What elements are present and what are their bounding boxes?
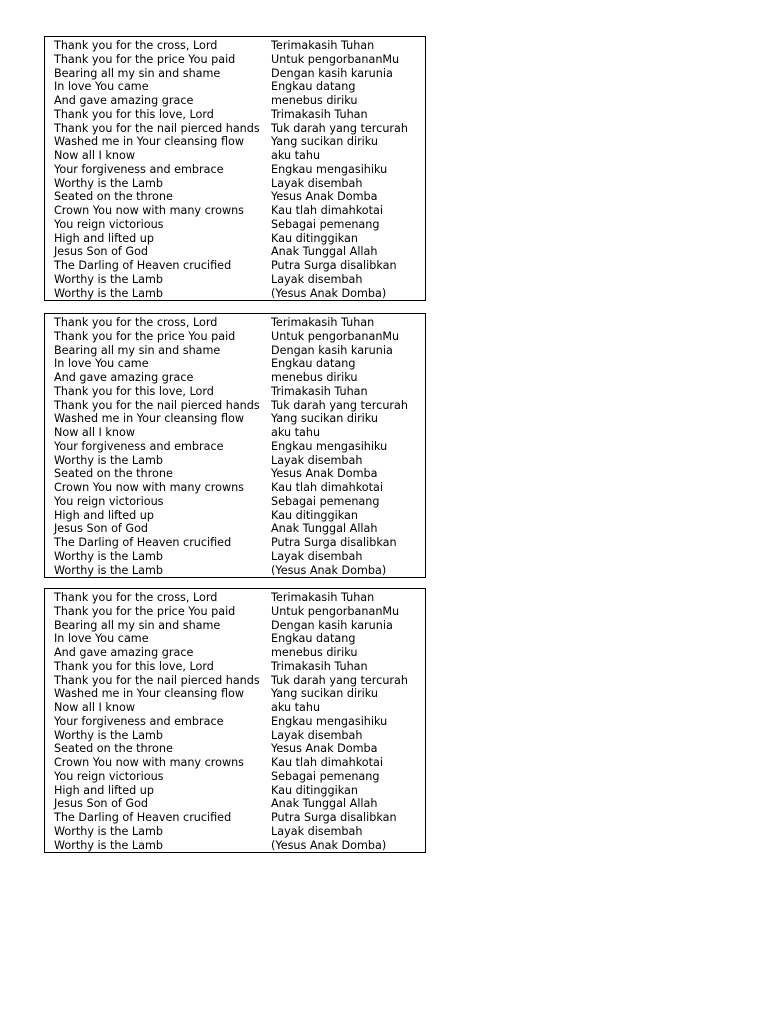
lyric-line <box>45 245 425 259</box>
indonesian-lyric: Kau tlah dimahkotai <box>271 481 383 494</box>
lyric-line <box>45 80 425 94</box>
lyric-line <box>45 564 425 578</box>
lyric-line <box>45 660 425 674</box>
lyric-line <box>45 316 425 330</box>
lyric-line <box>45 218 425 232</box>
indonesian-lyric: Trimakasih Tuhan <box>271 107 368 121</box>
english-lyric: Your forgiveness and embrace <box>54 162 224 176</box>
english-lyric: Your forgiveness and embrace <box>54 714 224 728</box>
english-lyric: High and lifted up <box>54 508 154 522</box>
lyric-line <box>45 797 425 811</box>
indonesian-lyric: Layak disembah <box>271 453 363 467</box>
lyric-line <box>45 39 425 53</box>
lyric-line <box>45 632 425 646</box>
indonesian-lyric: Putra Surga disalibkan <box>271 536 397 549</box>
lyric-line <box>45 701 425 715</box>
lyric-line <box>45 108 425 122</box>
lyric-rows <box>45 316 425 577</box>
indonesian-lyric: Trimakasih Tuhan <box>271 384 368 398</box>
indonesian-lyric: Yesus Anak Domba <box>271 190 378 204</box>
lyric-line <box>45 770 425 784</box>
english-lyric: Crown You now with many crowns <box>54 481 245 494</box>
indonesian-lyric: menebus diriku <box>271 371 358 384</box>
indonesian-lyric: Engkau mengasihiku <box>271 439 388 453</box>
indonesian-lyric: Untuk pengorbananMu <box>271 52 400 66</box>
lyric-line <box>45 522 425 536</box>
indonesian-lyric: Sebagai pemenang <box>271 217 380 231</box>
indonesian-lyric: Yang sucikan diriku <box>271 135 378 149</box>
indonesian-lyric: Layak disembah <box>271 728 363 742</box>
lyric-line <box>45 53 425 67</box>
lyric-line <box>45 149 425 163</box>
english-lyric: Thank you for the price You paid <box>54 52 236 66</box>
indonesian-lyric: Terimakasih Tuhan <box>271 39 375 52</box>
lyric-line <box>45 509 425 523</box>
lyric-line <box>45 385 425 399</box>
indonesian-lyric: Dengan kasih karunia <box>271 66 393 80</box>
indonesian-lyric: Kau tlah dimahkotai <box>271 204 383 217</box>
indonesian-lyric: Layak disembah <box>271 176 363 190</box>
indonesian-lyric: (Yesus Anak Domba) <box>271 563 387 577</box>
indonesian-lyric: Kau ditinggikan <box>271 508 358 522</box>
english-lyric: Worthy is the Lamb <box>54 549 164 563</box>
english-lyric: And gave amazing grace <box>54 94 194 107</box>
lyric-line <box>45 163 425 177</box>
lyric-line <box>45 742 425 756</box>
indonesian-lyric: Sebagai pemenang <box>271 769 380 783</box>
english-lyric: And gave amazing grace <box>54 646 194 659</box>
english-lyric: The Darling of Heaven crucified <box>54 811 232 824</box>
indonesian-lyric: Anak Tunggal Allah <box>271 797 378 811</box>
english-lyric: You reign victorious <box>54 769 164 783</box>
english-lyric: Thank you for the nail pierced hands <box>54 121 260 135</box>
indonesian-lyric: Layak disembah <box>271 272 363 286</box>
indonesian-lyric: Engkau mengasihiku <box>271 714 388 728</box>
lyric-line <box>45 715 425 729</box>
lyric-line <box>45 784 425 798</box>
english-lyric: Thank you for the cross, Lord <box>54 39 218 52</box>
english-lyric: You reign victorious <box>54 494 164 508</box>
english-lyric: Worthy is the Lamb <box>54 824 164 838</box>
indonesian-lyric: Dengan kasih karunia <box>271 618 393 632</box>
english-lyric: Thank you for the price You paid <box>54 329 236 343</box>
lyric-box-3 <box>44 588 426 853</box>
lyric-line <box>45 177 425 191</box>
lyric-line <box>45 344 425 358</box>
english-lyric: High and lifted up <box>54 231 154 245</box>
lyric-line <box>45 811 425 825</box>
indonesian-lyric: aku tahu <box>271 701 321 714</box>
indonesian-lyric: Yang sucikan diriku <box>271 412 378 426</box>
lyric-line <box>45 467 425 481</box>
lyric-line <box>45 399 425 413</box>
lyric-line <box>45 550 425 564</box>
english-lyric: Seated on the throne <box>54 742 173 756</box>
indonesian-lyric: Tuk darah yang tercurah <box>271 121 408 135</box>
lyric-line <box>45 536 425 550</box>
english-lyric: Worthy is the Lamb <box>54 272 164 286</box>
english-lyric: The Darling of Heaven crucified <box>54 536 232 549</box>
english-lyric: Crown You now with many crowns <box>54 756 245 769</box>
lyric-line <box>45 67 425 81</box>
indonesian-lyric: Yesus Anak Domba <box>271 742 378 756</box>
indonesian-lyric: menebus diriku <box>271 94 358 107</box>
english-lyric: And gave amazing grace <box>54 371 194 384</box>
english-lyric: Now all I know <box>54 426 135 439</box>
indonesian-lyric: Engkau datang <box>271 357 356 371</box>
indonesian-lyric: Trimakasih Tuhan <box>271 659 368 673</box>
lyric-line <box>45 756 425 770</box>
lyric-line <box>45 204 425 218</box>
english-lyric: Seated on the throne <box>54 190 173 204</box>
lyric-line <box>45 135 425 149</box>
english-lyric: Thank you for this love, Lord <box>54 107 214 121</box>
lyric-line <box>45 440 425 454</box>
lyric-line <box>45 412 425 426</box>
lyric-line <box>45 330 425 344</box>
lyric-line <box>45 259 425 273</box>
lyric-line <box>45 729 425 743</box>
lyric-rows <box>45 591 425 852</box>
english-lyric: Worthy is the Lamb <box>54 728 164 742</box>
indonesian-lyric: Terimakasih Tuhan <box>271 591 375 604</box>
lyric-box-1 <box>44 36 426 301</box>
lyric-line <box>45 287 425 301</box>
indonesian-lyric: Putra Surga disalibkan <box>271 259 397 272</box>
indonesian-lyric: (Yesus Anak Domba) <box>271 286 387 300</box>
indonesian-lyric: Engkau datang <box>271 632 356 646</box>
indonesian-lyric: Engkau mengasihiku <box>271 162 388 176</box>
english-lyric: Worthy is the Lamb <box>54 176 164 190</box>
english-lyric: You reign victorious <box>54 217 164 231</box>
lyric-line <box>45 94 425 108</box>
indonesian-lyric: Kau tlah dimahkotai <box>271 756 383 769</box>
lyric-line <box>45 454 425 468</box>
lyric-line <box>45 426 425 440</box>
english-lyric: Jesus Son of God <box>54 245 149 259</box>
indonesian-lyric: Yesus Anak Domba <box>271 467 378 481</box>
indonesian-lyric: Yang sucikan diriku <box>271 687 378 701</box>
indonesian-lyric: Terimakasih Tuhan <box>271 316 375 329</box>
english-lyric: Seated on the throne <box>54 467 173 481</box>
lyric-line <box>45 232 425 246</box>
lyric-rows <box>45 39 425 300</box>
english-lyric: Now all I know <box>54 149 135 162</box>
english-lyric: High and lifted up <box>54 783 154 797</box>
english-lyric: Jesus Son of God <box>54 797 149 811</box>
english-lyric: Jesus Son of God <box>54 522 149 536</box>
english-lyric: The Darling of Heaven crucified <box>54 259 232 272</box>
english-lyric: In love You came <box>54 357 149 371</box>
lyric-box-2 <box>44 313 426 578</box>
english-lyric: In love You came <box>54 80 149 94</box>
indonesian-lyric: Kau ditinggikan <box>271 783 358 797</box>
english-lyric: Thank you for the nail pierced hands <box>54 398 260 412</box>
english-lyric: Bearing all my sin and shame <box>54 343 221 357</box>
english-lyric: Bearing all my sin and shame <box>54 66 221 80</box>
english-lyric: Your forgiveness and embrace <box>54 439 224 453</box>
indonesian-lyric: Layak disembah <box>271 549 363 563</box>
indonesian-lyric: Untuk pengorbananMu <box>271 604 400 618</box>
indonesian-lyric: Tuk darah yang tercurah <box>271 398 408 412</box>
english-lyric: Now all I know <box>54 701 135 714</box>
english-lyric: Washed me in Your cleansing flow <box>54 412 245 426</box>
lyric-line <box>45 357 425 371</box>
indonesian-lyric: Untuk pengorbananMu <box>271 329 400 343</box>
indonesian-lyric: aku tahu <box>271 149 321 162</box>
english-lyric: Bearing all my sin and shame <box>54 618 221 632</box>
lyric-line <box>45 495 425 509</box>
english-lyric: Thank you for this love, Lord <box>54 384 214 398</box>
lyric-line <box>45 591 425 605</box>
indonesian-lyric: aku tahu <box>271 426 321 439</box>
lyric-line <box>45 619 425 633</box>
english-lyric: In love You came <box>54 632 149 646</box>
english-lyric: Washed me in Your cleansing flow <box>54 135 245 149</box>
lyric-line <box>45 687 425 701</box>
english-lyric: Thank you for the cross, Lord <box>54 591 218 604</box>
lyric-line <box>45 825 425 839</box>
lyric-line <box>45 371 425 385</box>
english-lyric: Washed me in Your cleansing flow <box>54 687 245 701</box>
english-lyric: Worthy is the Lamb <box>54 453 164 467</box>
english-lyric: Worthy is the Lamb <box>54 838 164 852</box>
indonesian-lyric: Anak Tunggal Allah <box>271 522 378 536</box>
indonesian-lyric: Engkau datang <box>271 80 356 94</box>
indonesian-lyric: Sebagai pemenang <box>271 494 380 508</box>
indonesian-lyric: Anak Tunggal Allah <box>271 245 378 259</box>
lyric-line <box>45 674 425 688</box>
lyric-line <box>45 190 425 204</box>
english-lyric: Worthy is the Lamb <box>54 286 164 300</box>
english-lyric: Thank you for the price You paid <box>54 604 236 618</box>
indonesian-lyric: Dengan kasih karunia <box>271 343 393 357</box>
english-lyric: Thank you for the nail pierced hands <box>54 673 260 687</box>
lyric-line <box>45 839 425 853</box>
indonesian-lyric: Tuk darah yang tercurah <box>271 673 408 687</box>
indonesian-lyric: (Yesus Anak Domba) <box>271 838 387 852</box>
lyric-line <box>45 481 425 495</box>
english-lyric: Crown You now with many crowns <box>54 204 245 217</box>
lyric-line <box>45 646 425 660</box>
lyric-line <box>45 122 425 136</box>
indonesian-lyric: menebus diriku <box>271 646 358 659</box>
english-lyric: Thank you for the cross, Lord <box>54 316 218 329</box>
english-lyric: Worthy is the Lamb <box>54 563 164 577</box>
indonesian-lyric: Putra Surga disalibkan <box>271 811 397 824</box>
indonesian-lyric: Kau ditinggikan <box>271 231 358 245</box>
lyric-line <box>45 273 425 287</box>
english-lyric: Thank you for this love, Lord <box>54 659 214 673</box>
lyric-line <box>45 605 425 619</box>
indonesian-lyric: Layak disembah <box>271 824 363 838</box>
